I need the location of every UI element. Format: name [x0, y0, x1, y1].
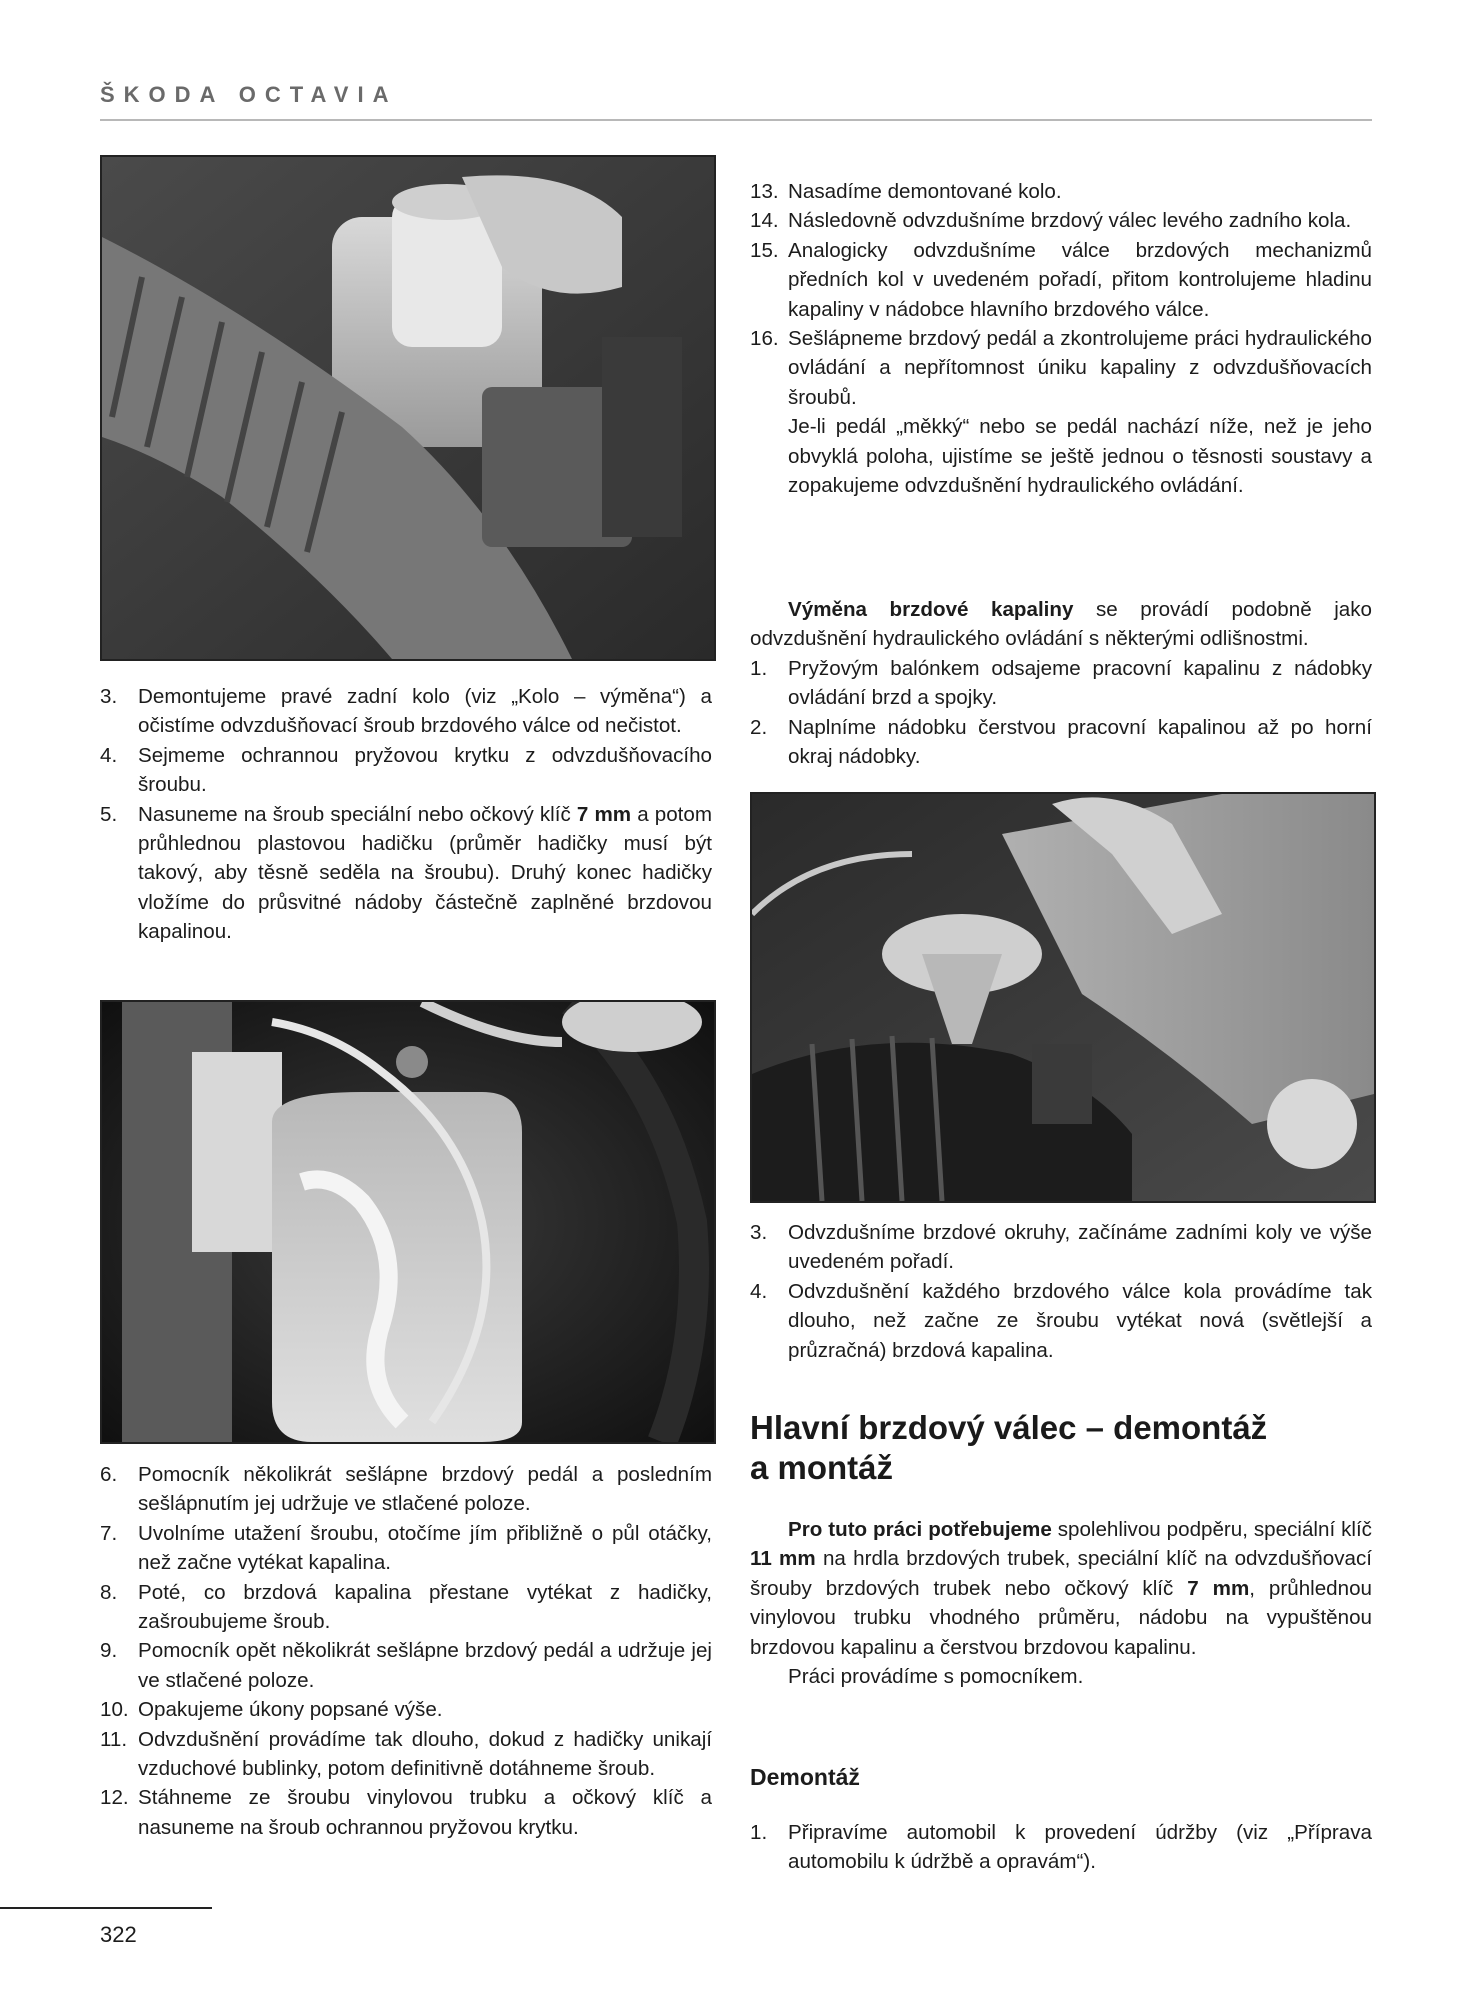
list-item: 3. Odvzdušníme brzdové okruhy, začínáme zadními koly ve výše uvedeném pořadí. — [750, 1221, 1372, 1274]
demontaz-steps — [750, 1818, 1372, 1877]
running-header: ŠKODA OCTAVIA — [100, 82, 398, 107]
left-steps-b — [100, 1460, 712, 1842]
list-item: 7. Uvolníme utažení šroubu, otočíme jím přibližně o půl otáčky, než začne vytékat kapalina. — [100, 1521, 712, 1575]
pouring-brake-fluid-photo — [750, 792, 1376, 1203]
footer-rule — [0, 1907, 212, 1909]
list-item: 16. Sešlápneme brzdový pedál a zkontrolujeme práci hydraulického ovládání a nepřítomnost úniku kapaliny z odvzdušňovacích šroubů. Je-li pedál „měkký“ nebo se pedál nachází níže, než je jeho obvyklá poloha, ujistíme se ještě jednou o těsnosti soustavy a zopakujeme odvzdušnění hydraulického ovládání. — [750, 327, 1372, 498]
header-rule — [100, 119, 1372, 121]
list-item: 12. Stáhneme ze šroubu vinylovou trubku a očkový klíč a nasuneme na šroub ochrannou pryžovou krytku. — [100, 1786, 712, 1839]
fluid-change-paragraph: Výměna brzdové kapaliny se provádí podobně jako odvzdušnění hydraulického ovládání s některými odlišnostmi. — [750, 598, 1372, 651]
list-item: 10. Opakujeme úkony popsané výše. — [100, 1698, 443, 1722]
list-item: 3. Demontujeme pravé zadní kolo (viz „Kolo – výměna“) a očistíme odvzdušňovací šroub brzdového válce od nečistot. — [100, 685, 712, 738]
list-item: 9. Pomocník opět několikrát sešlápne brzdový pedál a udržuje jej ve stlačené poloze. — [100, 1639, 712, 1692]
list-item: 4. Sejmeme ochrannou pryžovou krytku z odvzdušňovacího šroubu. — [100, 743, 712, 797]
right-steps-a — [750, 177, 1372, 500]
list-item: 14. Následovně odvzdušníme brzdový válec levého zadního kola. — [750, 209, 1352, 233]
section-heading: Hlavní brzdový válec – demontáž a montáž — [750, 1409, 1268, 1486]
helper-paragraph: Práci provádíme s pomocníkem. — [788, 1665, 1084, 1689]
engine-reservoir-photo — [100, 155, 716, 661]
list-item: 4. Odvzdušnění každého brzdového válce kola provádíme tak dlouho, než začne ze šroubu vytékat nová (světlejší a průzračná) brzdová kapalina. — [750, 1279, 1372, 1362]
page-number: 322 — [100, 1922, 137, 1947]
list-item: 11. Odvzdušnění provádíme tak dlouho, dokud z hadičky unikají vzduchové bublinky, potom definitivně dotáhneme šroub. — [100, 1727, 712, 1781]
list-item: 1. Pryžovým balónkem odsajeme pracovní kapalinu z nádobky ovládání brzd a spojky. — [750, 656, 1372, 710]
right-steps-b — [750, 654, 1372, 772]
subheading-demontaz: Demontáž — [750, 1764, 860, 1790]
list-item: 8. Poté, co brzdová kapalina přestane vytékat z hadičky, zašroubujeme šroub. — [100, 1580, 712, 1634]
list-item: 5. Nasuneme na šroub speciální nebo očkový klíč 7 mm a potom průhlednou plastovou hadičku (průměr hadičky musí být takový, aby těsně seděla na šroubu). Druhý konec hadičky vložíme do průsvitné nádoby částečně zaplněné brzdovou kapalinou. — [100, 802, 712, 944]
list-item: 6. Pomocník několikrát sešlápne brzdový pedál a posledním sešlápnutím jej udržuje ve stlačené poloze. — [100, 1463, 712, 1516]
left-steps-a — [100, 682, 712, 947]
brake-bleed-jar-photo — [100, 1000, 716, 1444]
list-item: 1. Připravíme automobil k provedení údržby (viz „Příprava automobilu k údržbě a opravám“). — [750, 1821, 1372, 1874]
list-item: 2. Naplníme nádobku čerstvou pracovní kapalinou až po horní okraj nádobky. — [750, 715, 1372, 769]
tools-paragraph: Pro tuto práci potřebujeme spolehlivou podpěru, speciální klíč 11 mm na hrdla brzdových trubek, speciální klíč na odvzdušňovací šrouby brzdových trubek nebo očkový klíč 7 mm, průhlednou vinylovou trubku vhodného průměru, nádobu na vypuštěnou brzdovou kapalinu a čerstvou brzdovou kapalinu. — [750, 1518, 1372, 1659]
list-item: 13. Nasadíme demontované kolo. — [750, 180, 1062, 203]
right-steps-c — [750, 1218, 1372, 1365]
list-item: 15. Analogicky odvzdušníme válce brzdových mechanizmů předních kol v uvedeném pořadí, přitom kontrolujeme hladinu kapaliny v nádobce hlavního brzdového válce. — [750, 238, 1372, 321]
